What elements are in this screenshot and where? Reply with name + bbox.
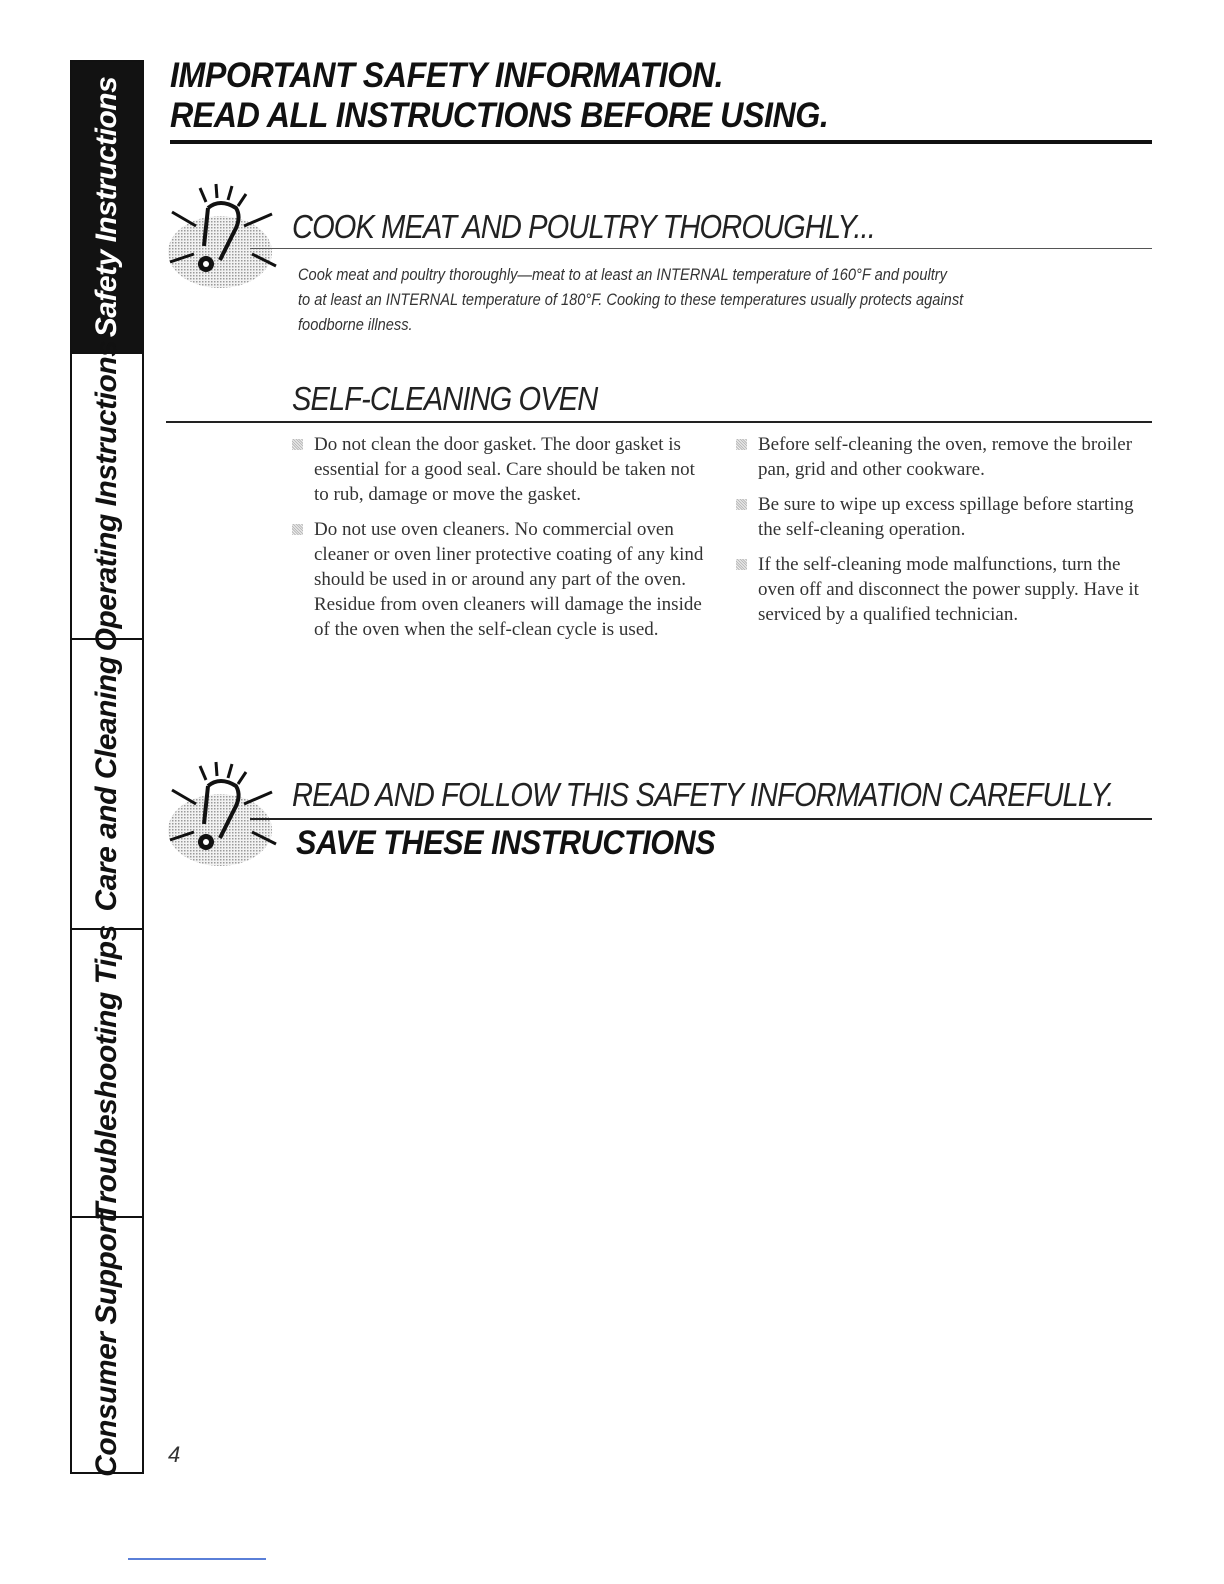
cook-body-line: foodborne illness. <box>298 315 413 334</box>
cook-divider <box>250 248 1152 249</box>
bullet-icon <box>736 559 747 570</box>
list-item: Do not clean the door gasket. The door gasket is essential for a good seal. Care should be taken not to rub, damage or move the gasket. <box>290 432 710 507</box>
tab-care-and-cleaning[interactable] <box>72 640 142 930</box>
list-item: Before self-cleaning the oven, remove the broiler pan, grid and other cookware. <box>734 432 1154 482</box>
page-title-line-1: IMPORTANT SAFETY INFORMATION. <box>170 56 724 95</box>
warning-light-bulb-icon <box>160 182 280 292</box>
warning-light-bulb-icon <box>160 760 280 870</box>
bullet-icon <box>292 439 303 450</box>
self-cleaning-left-column <box>290 432 710 652</box>
tab-label: Troubleshooting Tips <box>90 925 123 1221</box>
page-title-line-2: READ ALL INSTRUCTIONS BEFORE USING. <box>170 96 829 135</box>
self-cleaning-divider <box>166 421 1152 423</box>
page-title <box>170 56 828 136</box>
read-follow-heading: READ AND FOLLOW THIS SAFETY INFORMATION CAREFULLY. <box>292 776 1114 813</box>
bullet-icon <box>292 524 303 535</box>
tab-label: Consumer Support <box>90 1213 123 1477</box>
cook-body-line: to at least an INTERNAL temperature of 180°F. Cooking to these temperatures usually protects against <box>298 290 964 309</box>
list-item: Do not use oven cleaners. No commercial oven cleaner or oven liner protective coating of any kind should be used in or around any part of the oven. Residue from oven cleaners will damage the inside of the oven when the self-clean cycle is used. <box>290 517 710 642</box>
section-tabs <box>70 60 144 1477</box>
bullet-icon <box>736 499 747 510</box>
self-cleaning-right-column <box>734 432 1154 637</box>
list-item: Be sure to wipe up excess spillage before starting the self-cleaning operation. <box>734 492 1154 542</box>
tab-safety-instructions[interactable] <box>72 62 142 354</box>
read-follow-divider <box>250 818 1152 820</box>
save-instructions-heading: SAVE THESE INSTRUCTIONS <box>296 824 716 862</box>
cook-meat-body <box>298 262 1098 337</box>
self-cleaning-heading: SELF-CLEANING OVEN <box>292 380 598 417</box>
bullet-icon <box>736 439 747 450</box>
cook-meat-heading: COOK MEAT AND POULTRY THOROUGHLY... <box>292 208 875 245</box>
cook-body-line: Cook meat and poultry thoroughly—meat to at least an INTERNAL temperature of 160°F and poultry <box>298 265 947 284</box>
tab-label: Safety Instructions <box>90 76 123 338</box>
title-divider <box>170 140 1152 144</box>
tab-label: Care and Cleaning <box>90 656 123 912</box>
page-number: 4 <box>168 1442 181 1467</box>
tab-consumer-support[interactable] <box>72 1213 142 1477</box>
list-item: If the self-cleaning mode malfunctions, turn the oven off and disconnect the power supply. Have it serviced by a qualified technician. <box>734 552 1154 627</box>
tab-troubleshooting-tips[interactable] <box>72 925 142 1221</box>
tab-label: Operating Instructions <box>90 340 123 652</box>
tab-operating-instructions[interactable] <box>72 340 142 652</box>
scan-edge-line <box>128 1558 266 1560</box>
